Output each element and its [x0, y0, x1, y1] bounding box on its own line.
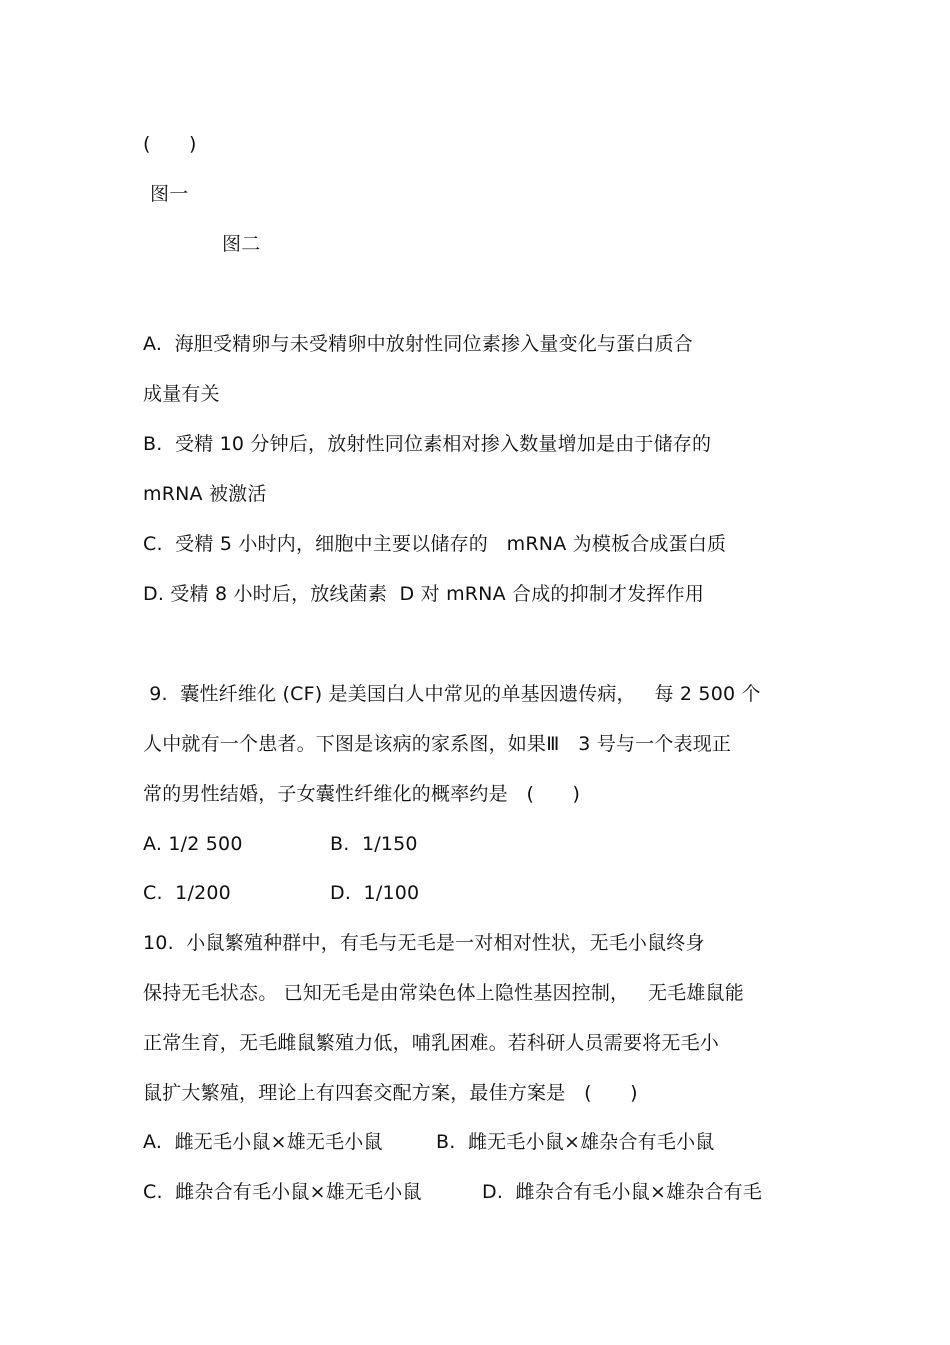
question-9-line-2: 人中就有一个患者。下图是该病的家系图，如果Ⅲ 3 号与一个表现正	[143, 733, 732, 755]
question-9-line-3: 常的男性结婚，子女囊性纤维化的概率约是 ( )	[143, 783, 581, 805]
q9-option-d: D. 1/100	[330, 882, 420, 904]
option-a-line-2: 成量有关	[143, 383, 220, 405]
q10-option-d: D. 雌杂合有毛小鼠×雄杂合有毛	[482, 1181, 763, 1203]
figure-1-label: 图一	[150, 183, 189, 205]
q10-option-b: B. 雌无毛小鼠×雄杂合有毛小鼠	[436, 1131, 715, 1153]
answer-bracket: ( )	[143, 133, 197, 155]
question-10-line-4: 鼠扩大繁殖，理论上有四套交配方案，最佳方案是 ( )	[143, 1082, 638, 1104]
option-c: C. 受精 5 小时内，细胞中主要以储存的 mRNA 为模板合成蛋白质	[143, 533, 727, 555]
option-a-line-1: A. 海胆受精卵与未受精卵中放射性同位素掺入量变化与蛋白质合	[143, 333, 693, 355]
figure-2-label: 图二	[222, 233, 261, 255]
question-10-line-2: 保持无毛状态。 已知无毛是由常染色体上隐性基因控制， 无毛雄鼠能	[143, 982, 744, 1004]
option-b-line-1: B. 受精 10 分钟后，放射性同位素相对掺入数量增加是由于储存的	[143, 433, 712, 455]
question-10-line-1: 10. 小鼠繁殖种群中，有毛与无毛是一对相对性状，无毛小鼠终身	[143, 932, 705, 954]
question-10-line-3: 正常生育，无毛雌鼠繁殖力低，哺乳困难。若科研人员需要将无毛小	[143, 1032, 720, 1054]
option-b-line-2: mRNA 被激活	[143, 483, 267, 505]
q10-option-a: A. 雌无毛小鼠×雄无毛小鼠	[143, 1131, 383, 1153]
option-d: D. 受精 8 小时后，放线菌素 D 对 mRNA 合成的抑制才发挥作用	[143, 583, 705, 605]
q9-option-a: A. 1/2 500	[143, 833, 243, 855]
q9-option-c: C. 1/200	[143, 882, 231, 904]
q9-option-b: B. 1/150	[330, 833, 418, 855]
q10-option-c: C. 雌杂合有毛小鼠×雄无毛小鼠	[143, 1181, 422, 1203]
question-9-line-1: 9. 囊性纤维化 (CF) 是美国白人中常见的单基因遗传病， 每 2 500 个	[143, 683, 761, 705]
